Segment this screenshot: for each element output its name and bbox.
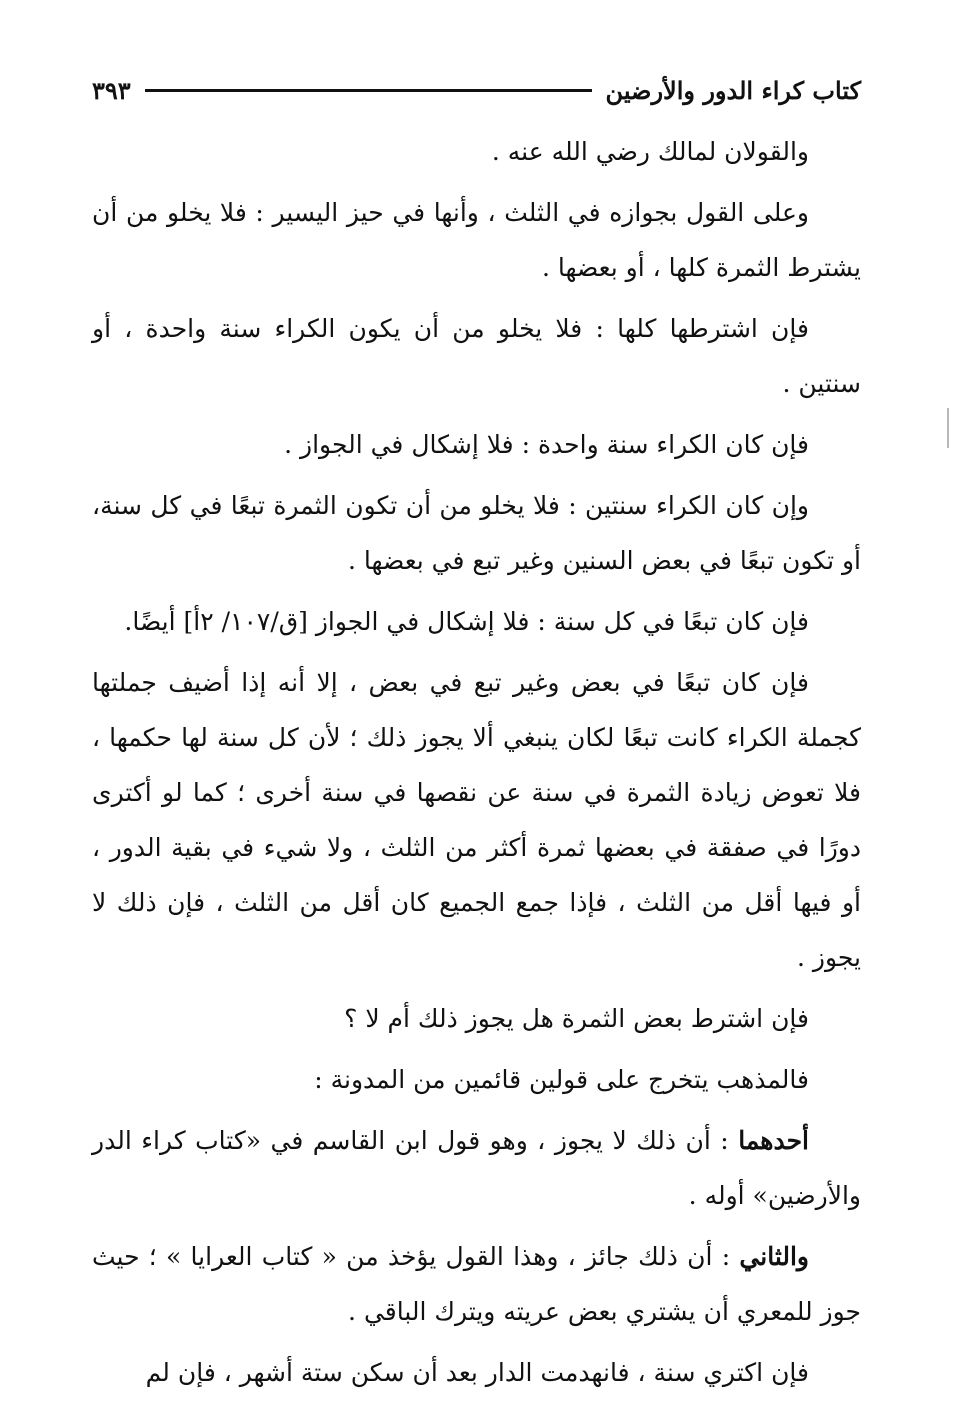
paragraph (92, 1052, 861, 1107)
body-text (92, 124, 861, 1406)
paragraph-text: : أن ذلك جائز ، وهذا القول يؤخذ من « كتاب العرايا » ؛ حيث جوز للمعري أن يشتري بعض عريته ويترك الباقي . (92, 1242, 861, 1326)
scan-edge-mark (947, 408, 949, 448)
paragraph-text: فإن كان تبعًا في كل سنة : فلا إشكال في الجواز [ق/١٠٧/ ٢أ] أيضًا. (124, 607, 809, 636)
paragraph (92, 185, 861, 295)
paragraph-text: فإن كان الكراء سنة واحدة : فلا إشكال في الجواز . (284, 430, 809, 459)
header-rule (145, 89, 592, 92)
running-header (92, 68, 861, 112)
paragraph-text: فإن كان تبعًا في بعض وغير تبع في بعض ، إلا أنه إذا أضيف جملتها كجملة الكراء كانت تبعًا لكان ينبغي ألا يجوز ذلك ؛ لأن كل سنة لها حكمها ، فلا تعوض زيادة الثمرة في سنة عن نقصها في سنة أخرى ؛ كما لو أكترى دورًا في صفقة في بعضها ثمرة أكثر من الثلث ، ولا شيء في بقية الدور ، أو فيها أقل من الثلث ، فإذا جمع الجميع كان أقل من الثلث ، فإن ذلك لا يجوز . (92, 668, 861, 972)
paragraph (92, 655, 861, 985)
paragraph-text: وإن كان الكراء سنتين : فلا يخلو من أن تكون الثمرة تبعًا في كل سنة، أو تكون تبعًا في بعض السنين وغير تبع في بعضها . (92, 491, 861, 575)
paragraph-text: فإن اكتري سنة ، فانهدمت الدار بعد أن سكن ستة أشهر ، فإن لم (145, 1358, 809, 1387)
paragraph (92, 301, 861, 411)
paragraph-lead: أحدهما (738, 1126, 809, 1155)
paragraph (92, 594, 861, 649)
paragraph-text: فإن اشترط بعض الثمرة هل يجوز ذلك أم لا ؟ (344, 1004, 809, 1033)
paragraph (92, 1345, 861, 1400)
paragraph-lead: والثاني (739, 1242, 809, 1271)
paragraph (92, 1113, 861, 1223)
page-number: ٣٩٣ (92, 75, 131, 105)
paragraph (92, 1229, 861, 1339)
paragraph (92, 991, 861, 1046)
paragraph (92, 124, 861, 179)
paragraph-text: فإن اشترطها كلها : فلا يخلو من أن يكون الكراء سنة واحدة ، أو سنتين . (92, 314, 861, 398)
paragraph (92, 478, 861, 588)
paragraph-text: فالمذهب يتخرج على قولين قائمين من المدونة : (314, 1065, 809, 1094)
running-title: كتاب كراء الدور والأرضين (605, 75, 861, 105)
paragraph-text: والقولان لمالك رضي الله عنه . (491, 137, 809, 166)
paragraph-text: وعلى القول بجوازه في الثلث ، وأنها في حيز اليسير : فلا يخلو من أن يشترط الثمرة كلها ، أو بعضها . (92, 198, 861, 282)
paragraph-text: : أن ذلك لا يجوز ، وهو قول ابن القاسم في «كتاب كراء الدر والأرضين» أوله . (92, 1126, 861, 1210)
paragraph (92, 417, 861, 472)
